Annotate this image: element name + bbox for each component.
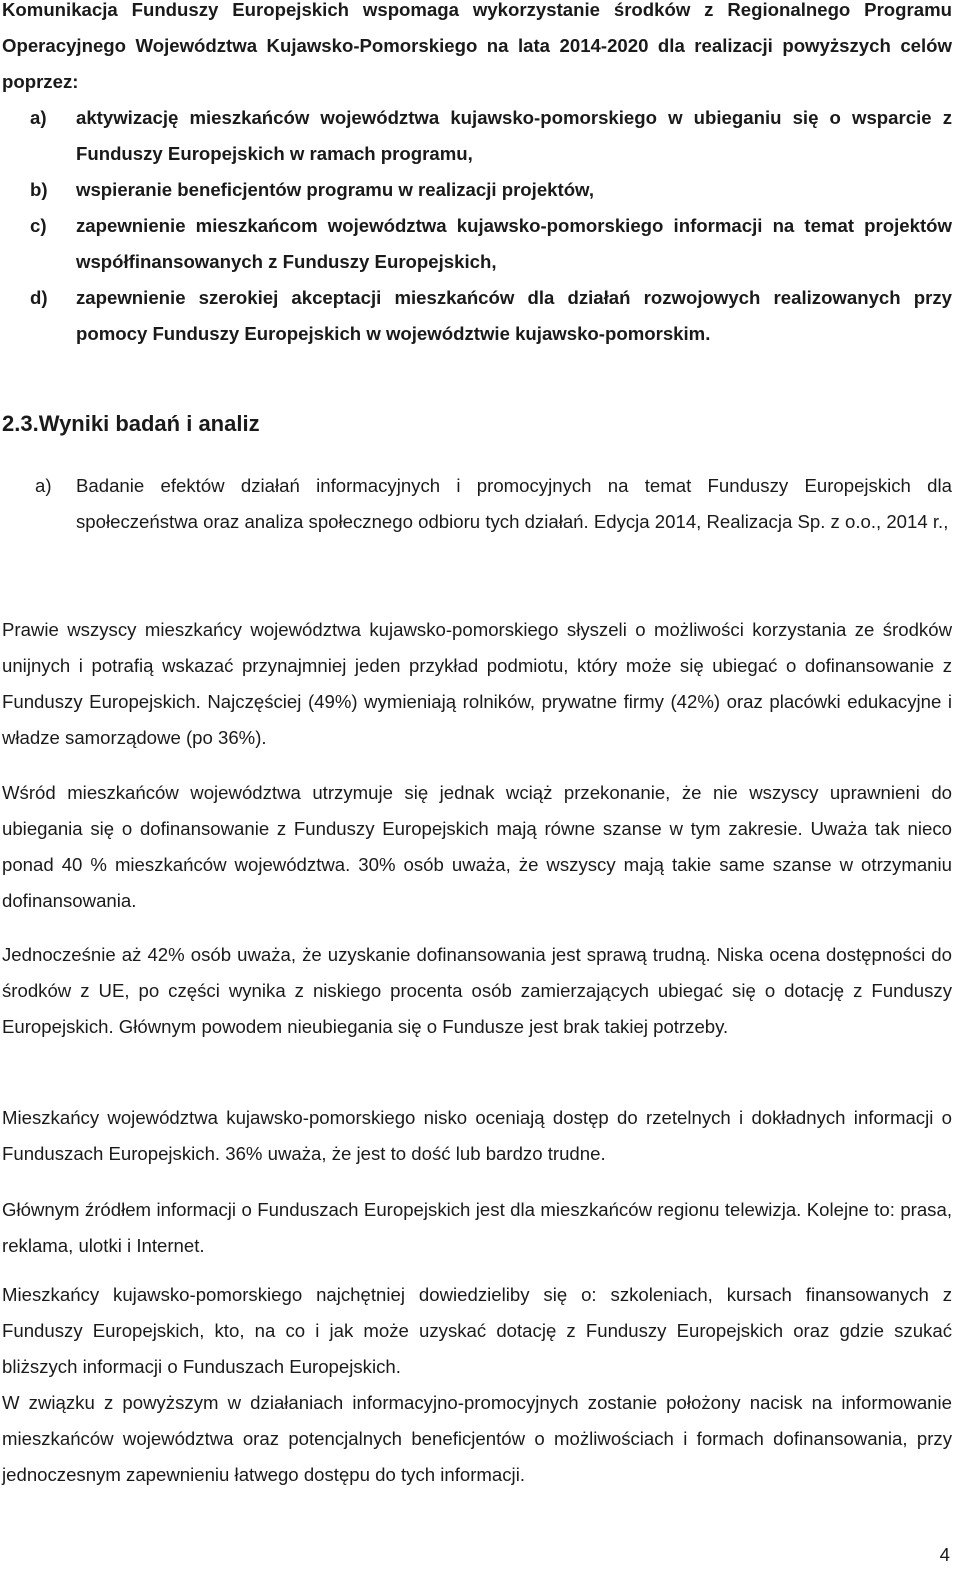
list-item-text: wspieranie beneficjentów programu w realizacji projektów, xyxy=(76,179,595,200)
reference-marker: a) xyxy=(35,475,52,496)
list-marker: b) xyxy=(30,179,48,200)
reference-text: Badanie efektów działań informacyjnych i promocyjnych na temat Funduszy Europejskich dla społeczeństwa oraz analiza społecznego odbioru tych działań. Edycja 2014, Realizacja Sp. z o.o., 2014 r., xyxy=(76,475,952,532)
list-marker: a) xyxy=(30,107,47,128)
page-number: 4 xyxy=(939,1544,950,1565)
paragraph: Jednocześnie aż 42% osób uważa, że uzyskanie dofinansowania jest sprawą trudną. Niska ocena dostępności do środków z UE, po części wynika z niskiego procenta osób zamierzających ubiegać się o dotację z Funduszy Europejskich. Głównym powodem nieubiegania się o Fundusze jest brak takiej potrzeby. xyxy=(2,944,952,1037)
list-item xyxy=(2,172,952,208)
list-item xyxy=(2,100,952,172)
list-marker: c) xyxy=(30,215,47,236)
list-item-text: zapewnienie mieszkańcom województwa kujawsko-pomorskiego informacji na temat projektów współfinansowanych z Funduszy Europejskich, xyxy=(76,215,952,272)
section-heading xyxy=(2,404,260,444)
intro-paragraph: Komunikacja Funduszy Europejskich wspomaga wykorzystanie środków z Regionalnego Programu Operacyjnego Województwa Kujawsko-Pomorskiego na lata 2014-2020 dla realizacji powyższych celów poprzez: xyxy=(2,0,952,92)
list-item-text: zapewnienie szerokiej akceptacji mieszkańców dla działań rozwojowych realizowanych przy pomocy Funduszy Europejskich w województwie kujawsko-pomorskim. xyxy=(76,287,952,344)
paragraph: Wśród mieszkańców województwa utrzymuje się jednak wciąż przekonanie, że nie wszyscy uprawnieni do ubiegania się o dofinansowanie z Funduszy Europejskich mają równe szanse w tym zakresie. Uważa tak nieco ponad 40 % mieszkańców województwa. 30% osób uważa, że wszyscy mają takie same szanse w otrzymaniu dofinansowania. xyxy=(2,782,952,911)
reference-item xyxy=(2,468,952,540)
section-title: Wyniki badań i analiz xyxy=(38,411,260,436)
list-item xyxy=(2,280,952,352)
paragraph: Mieszkańcy województwa kujawsko-pomorskiego nisko oceniają dostęp do rzetelnych i dokładnych informacji o Funduszach Europejskich. 36% uważa, że jest to dość lub bardzo trudne. xyxy=(2,1107,952,1164)
paragraph: Prawie wszyscy mieszkańcy województwa kujawsko-pomorskiego słyszeli o możliwości korzystania ze środków unijnych i potrafią wskazać przynajmniej jeden przykład podmiotu, który może się ubiegać o dofinansowanie z Funduszy Europejskich. Najczęściej (49%) wymieniają rolników, prywatne firmy (42%) oraz placówki edukacyjne i władze samorządowe (po 36%). xyxy=(2,619,952,748)
list-marker: d) xyxy=(30,287,48,308)
goals-list xyxy=(2,100,952,352)
paragraph: Głównym źródłem informacji o Funduszach Europejskich jest dla mieszkańców regionu telewizja. Kolejne to: prasa, reklama, ulotki i Internet. xyxy=(2,1199,952,1256)
paragraph: Mieszkańcy kujawsko-pomorskiego najchętniej dowiedzieliby się o: szkoleniach, kursach finansowanych z Funduszy Europejskich, kto, na co i jak może uzyskać dotację z Funduszy Europejskich oraz gdzie szukać bliższych informacji o Funduszach Europejskich. xyxy=(2,1284,952,1377)
list-item-text: aktywizację mieszkańców województwa kujawsko-pomorskiego w ubieganiu się o wsparcie z Funduszy Europejskich w ramach programu, xyxy=(76,107,952,164)
section-number: 2.3. xyxy=(2,411,39,436)
paragraph: W związku z powyższym w działaniach informacyjno-promocyjnych zostanie położony nacisk na informowanie mieszkańców województwa oraz potencjalnych beneficjentów o możliwościach i formach dofinansowania, przy jednoczesnym zapewnieniu łatwego dostępu do tych informacji. xyxy=(2,1392,952,1485)
list-item xyxy=(2,208,952,280)
